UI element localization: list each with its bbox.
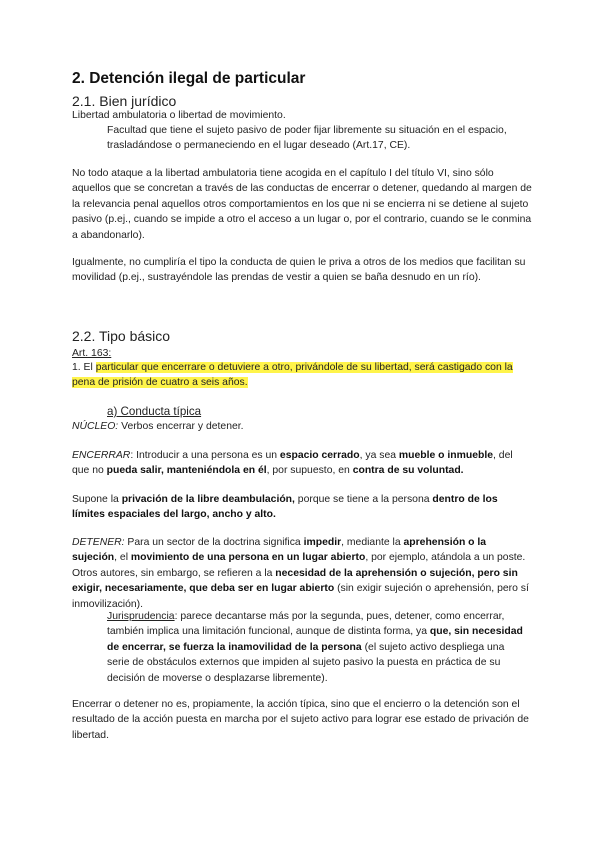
subsection-heading-bien-juridico: 2.1. Bien jurídico: [72, 93, 177, 109]
subheading-conducta-tipica: [107, 404, 527, 419]
bold-span: aprehensión o la sujeción: [72, 537, 487, 564]
bold-span: contra de su voluntad.: [352, 465, 464, 477]
text-span: , ya sea: [359, 450, 399, 461]
text-span: , del que no: [72, 450, 513, 477]
text-span: (sin exigir sujeción o aprehensión, pero sí inmovilización).: [72, 583, 529, 610]
encerrar-label: ENCERRAR: [72, 450, 131, 461]
bold-span: pueda salir, manteniéndola en él: [106, 465, 267, 477]
text-span: Supone la: [72, 494, 122, 505]
subheading-text: a) Conducta típica: [107, 405, 202, 418]
nucleo-text: Verbos encerrar y detener.: [118, 421, 244, 432]
bold-span: dentro de los límites espaciales del largo, ancho y alto.: [72, 494, 498, 521]
article-prefix: 1. El: [72, 362, 96, 373]
text-span: porque se tiene a la persona: [294, 494, 433, 505]
article-number: Art. 163:: [72, 348, 112, 359]
section-title: 2. Detención ilegal de particular: [72, 70, 306, 87]
text-span: , mediante la: [341, 537, 404, 548]
bold-span: movimiento de una persona en un lugar abierto: [130, 552, 366, 564]
text-span: : Introducir a una persona es un: [130, 450, 280, 461]
article-text: [72, 360, 532, 391]
paragraph-libertad: Libertad ambulatoria o libertad de movimiento.: [72, 110, 286, 121]
bold-span: privación de la libre deambulación,: [121, 494, 295, 505]
paragraph-encerrar: [72, 448, 532, 479]
paragraph-ataque: No todo ataque a la libertad ambulatoria tiene acogida en el capítulo I del título VI, sino sólo aquellos que se concretan a través de las conductas de encerrar o detener, quedando al margen de la relevancia penal aquellos otros comportamientos en los que ni se encierra ni se detiene al sujeto pasivo (p.ej., cuando se impide a otro el acceso a un lugar o, por el contrario, cuando se le conmina a abandonarlo).: [72, 168, 532, 241]
text-span: , el: [114, 552, 131, 564]
paragraph-jurisprudencia: [107, 609, 529, 686]
paragraph-detener: [72, 535, 532, 612]
text-span: , por ejemplo, atándola a un poste. Otros autores, sin embargo, se refieren a la: [72, 552, 526, 579]
subsection-heading-tipo-basico: 2.2. Tipo básico: [72, 328, 171, 344]
jurisprudencia-label: Jurisprudencia: [107, 611, 175, 622]
bold-span: que, sin necesidad de encerrar, se fuerza la inamovilidad de la persona: [107, 626, 523, 653]
text-span: , por supuesto, en: [266, 465, 353, 477]
paragraph-supone: [72, 492, 532, 523]
paragraph-definicion: Facultad que tiene el sujeto pasivo de poder fijar libremente su situación en el espacio, trasladándose o permaneciendo en el lugar deseado (Art.17, CE).: [107, 125, 507, 152]
bold-span: espacio cerrado: [279, 450, 360, 461]
text-span: Para un sector de la doctrina significa: [124, 537, 304, 548]
detener-label: DETENER:: [72, 537, 125, 548]
nucleo-label: NÚCLEO:: [72, 421, 119, 432]
paragraph-nucleo: [72, 419, 532, 434]
bold-span: impedir: [303, 537, 342, 548]
bold-span: necesidad de la aprehensión o sujeción, pero sin exigir, necesariamente, que deba ser en lugar abierto: [72, 567, 518, 595]
article-highlighted-text: particular que encerrare o detuviere a otro, privándole de su libertad, será castigado con la pena de prisión de cuatro a seis años.: [72, 362, 513, 389]
paragraph-igualmente: Igualmente, no cumpliría el tipo la conducta de quien le priva a otros de los medios que facilitan su movilidad (p.ej., sustrayéndole las prendas de vestir a quien se baña desnudo en un río).: [72, 257, 526, 284]
text-span: (el sujeto activo despliega una serie de obstáculos externos que impiden al sujeto pasivo la puesta en práctica de su decisión de moverse o desplazarse libremente).: [107, 641, 505, 684]
paragraph-final: Encerrar o detener no es, propiamente, la acción típica, sino que el encierro o la detención son el resultado de la acción puesta en marcha por el sujeto activo para lograr ese estado de privación de libertad.: [72, 699, 529, 741]
text-span: : parece decantarse más por la segunda, pues, detener, como encerrar, también implica una limitación funcional, aunque de distinta forma, ya: [107, 611, 505, 638]
bold-span: mueble o inmueble: [398, 450, 494, 461]
